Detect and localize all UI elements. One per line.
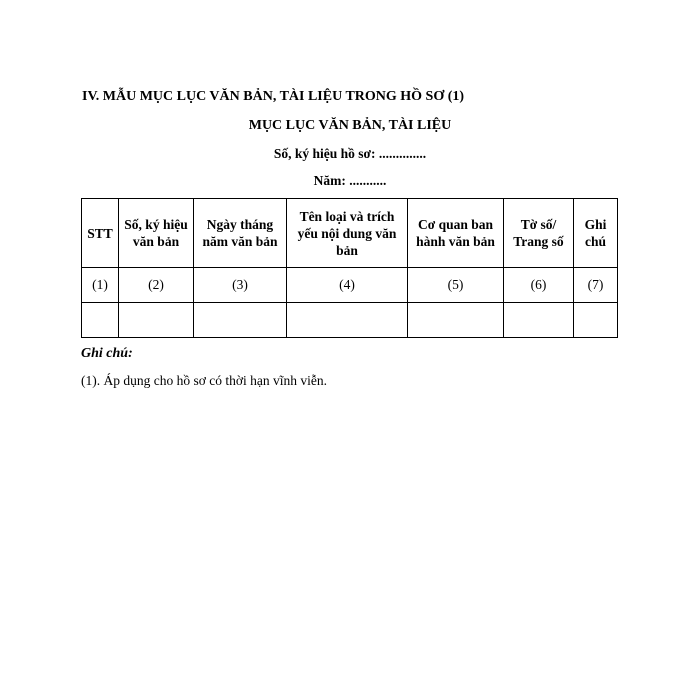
- column-number: (5): [408, 268, 504, 303]
- empty-cell: [287, 303, 408, 338]
- empty-cell: [194, 303, 287, 338]
- document-index-table: [81, 198, 618, 338]
- notes-label: Ghi chú:: [81, 346, 133, 361]
- note-item: (1). Áp dụng cho hồ sơ có thời hạn vĩnh viễn.: [81, 373, 327, 388]
- column-number: (4): [287, 268, 408, 303]
- header-stt: STT: [82, 199, 119, 268]
- empty-cell: [119, 303, 194, 338]
- empty-cell: [504, 303, 574, 338]
- header-document-date: Ngày tháng năm văn bản: [194, 199, 287, 268]
- column-number: (3): [194, 268, 287, 303]
- header-document-number: Số, ký hiệu văn bản: [119, 199, 194, 268]
- header-sheet-page-number: Tờ số/ Trang số: [504, 199, 574, 268]
- file-number-line: Số, ký hiệu hồ sơ: ..............: [273, 146, 427, 161]
- document-title: MỤC LỤC VĂN BẢN, TÀI LIỆU: [248, 118, 452, 133]
- table-row-empty: [82, 303, 618, 338]
- empty-cell: [574, 303, 618, 338]
- year-line: Năm: ...........: [313, 173, 387, 188]
- header-issuing-agency: Cơ quan ban hành văn bản: [408, 199, 504, 268]
- table-row-column-numbers: [82, 268, 618, 303]
- header-document-type-summary: Tên loại và trích yếu nội dung văn bản: [287, 199, 408, 268]
- table-header-row: [82, 199, 618, 268]
- empty-cell: [82, 303, 119, 338]
- column-number: (7): [574, 268, 618, 303]
- column-number: (2): [119, 268, 194, 303]
- empty-cell: [408, 303, 504, 338]
- column-number: (1): [82, 268, 119, 303]
- section-heading: IV. MẪU MỤC LỤC VĂN BẢN, TÀI LIỆU TRONG HỒ SƠ (1): [82, 89, 465, 104]
- header-notes: Ghi chú: [574, 199, 618, 268]
- column-number: (6): [504, 268, 574, 303]
